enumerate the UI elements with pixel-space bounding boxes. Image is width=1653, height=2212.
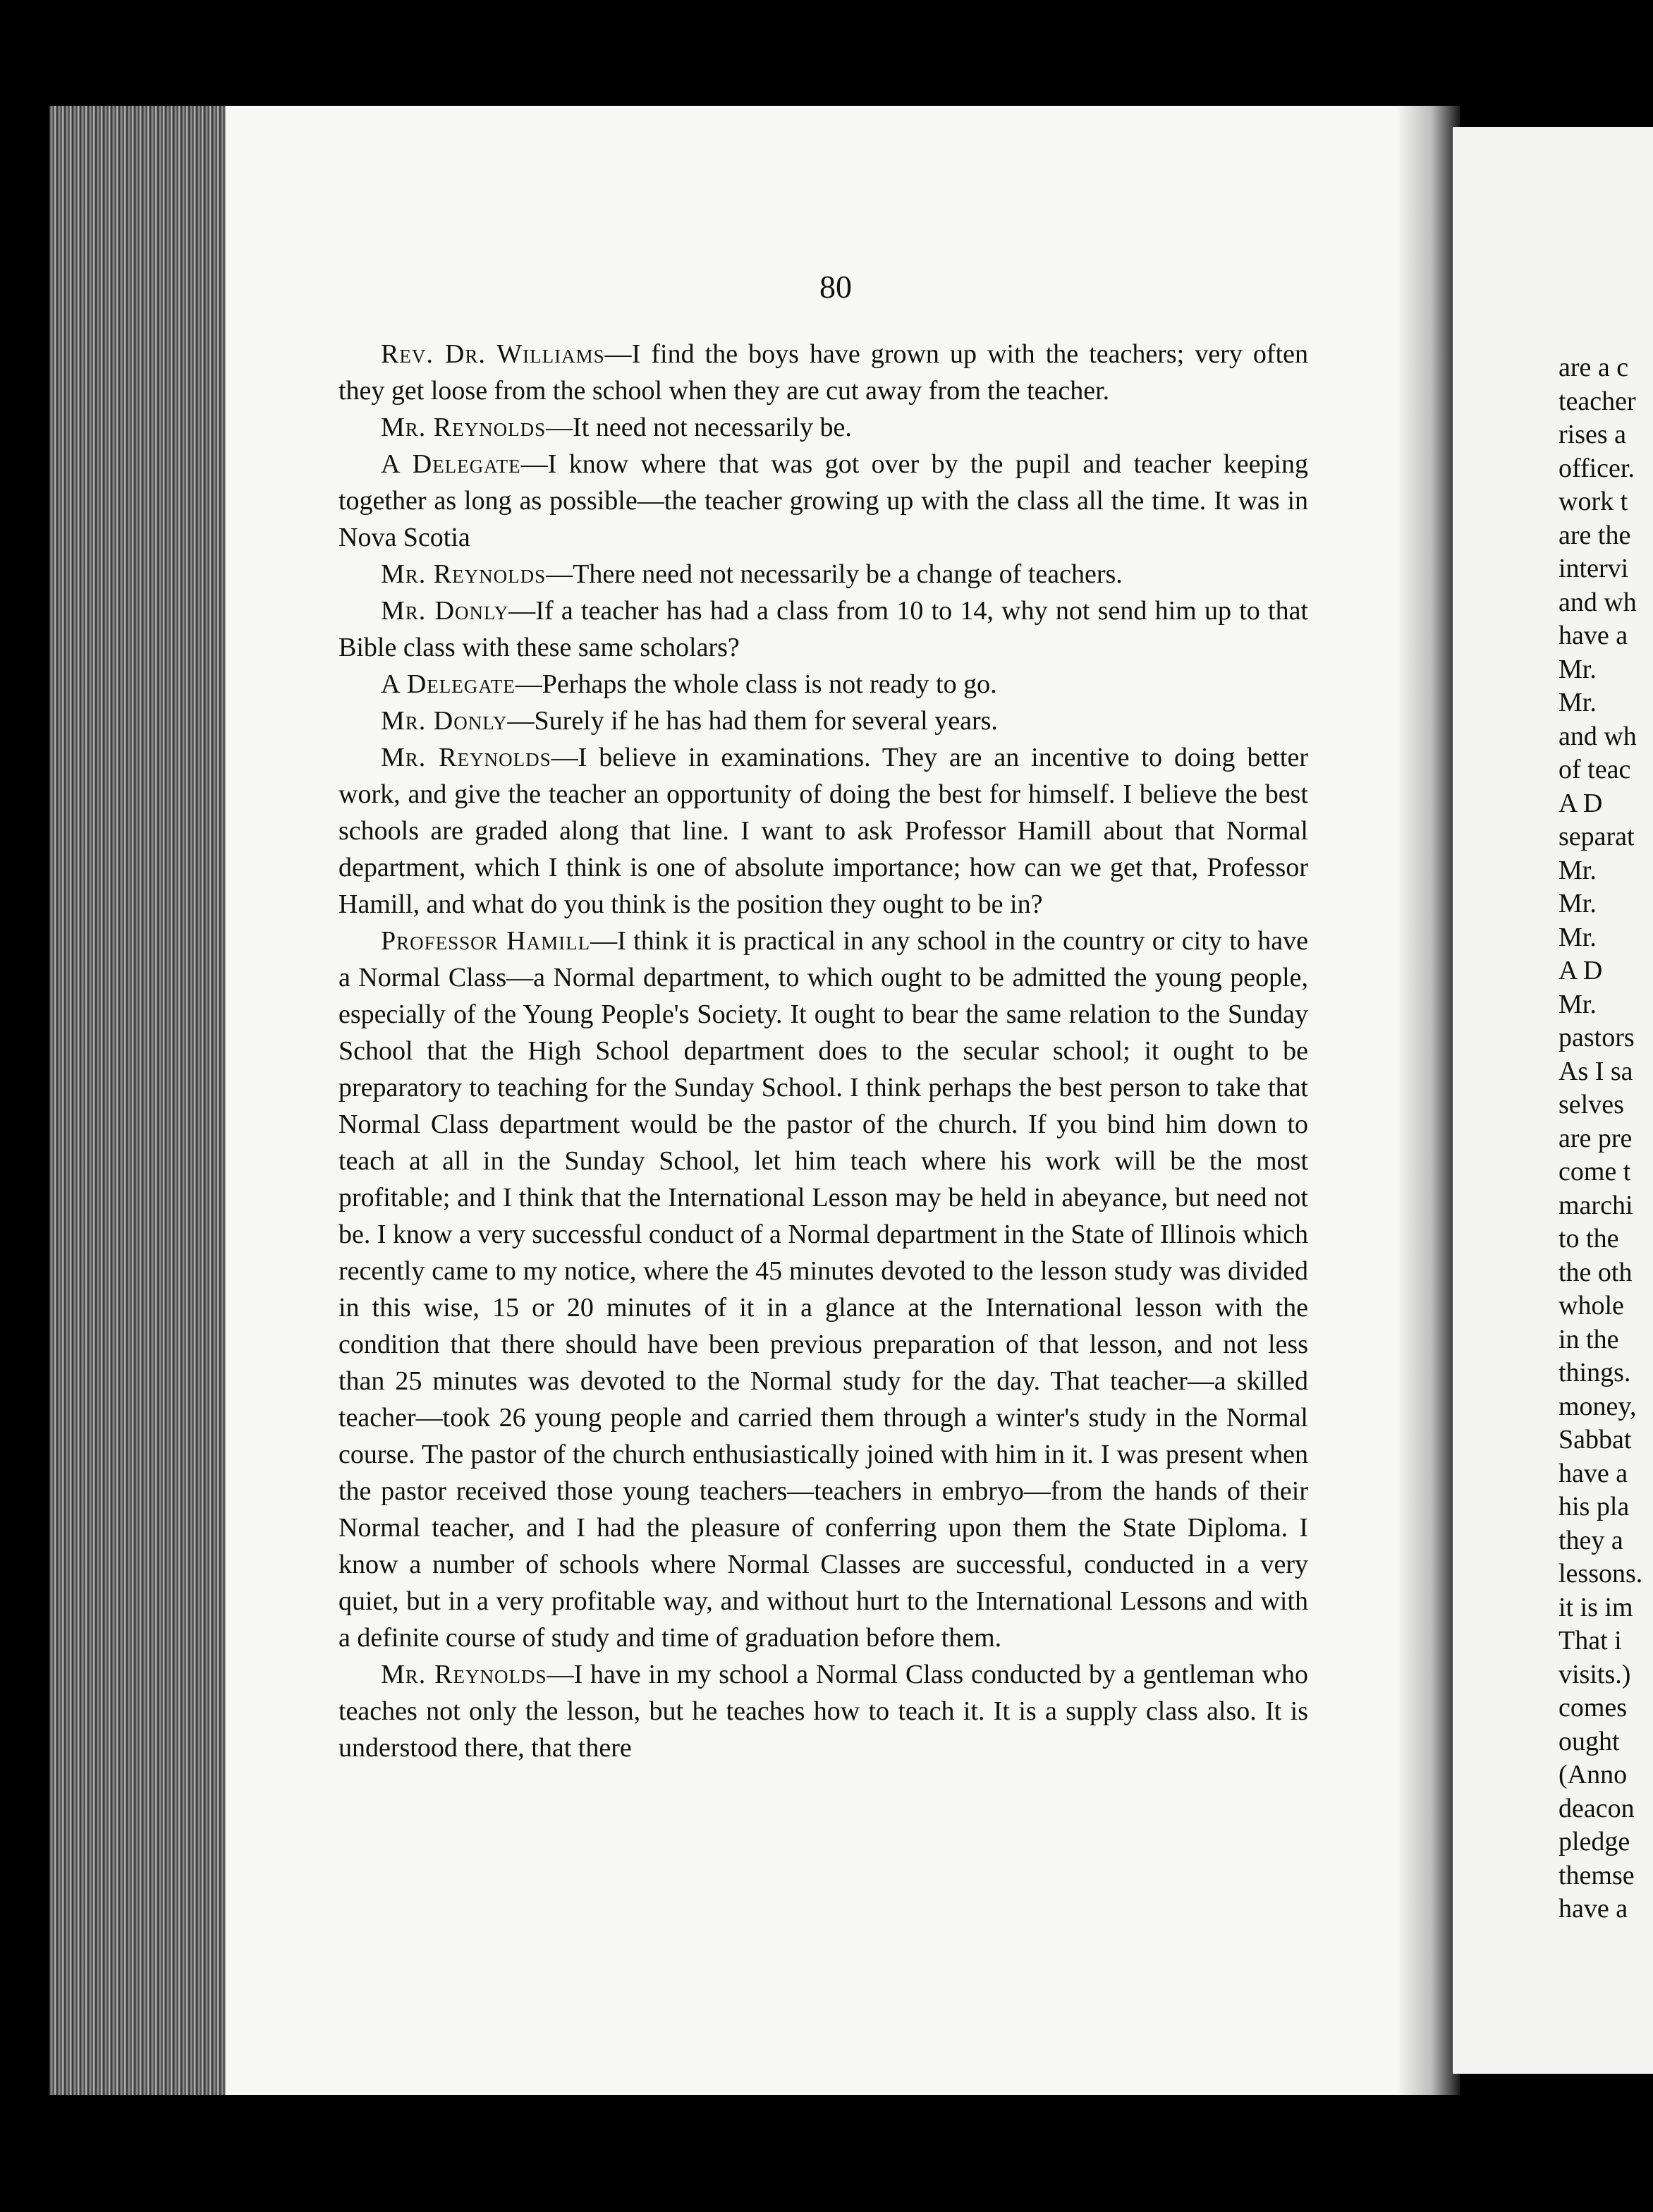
right-page-line: work t bbox=[1559, 487, 1628, 516]
right-page-line: lessons. bbox=[1559, 1559, 1643, 1588]
paragraph: Rev. Dr. Williams—I find the boys have grown up with the teachers; very often they get loose from the school when they are cut away from the teacher. bbox=[338, 339, 1308, 406]
right-page-line: marchi bbox=[1559, 1190, 1633, 1220]
speech-text: I think it is practical in any school in the country or city to have a Normal Class—a Normal department, to which ought to be admitted the young people, especially of the Young People's Society. It ought to bear the same relation to the Sunday School that the High School department does to the secular school; it ought to be preparatory to teaching for the Sunday School. I think perhaps the best person to take that Normal Class department would be the pastor of the church. If you bind him down to teach at all in the Sunday School, let him teach where his work will be the most profitable; and I think that the International Lesson may be held in abeyance, but need not be. I know a very successful conduct of a Normal department in the State of Illinois which recently came to my notice, where the 45 minutes devoted to the lesson study was divided in this wise, 15 or 20 minutes of it in a glance at the International lesson with the condition that there should have been previous preparation of that lesson, and not less than 25 minutes was devoted to the Normal study for the day. That teacher—a skilled teacher—took 26 young people and carried them through a winter's study in the Normal course. The pastor of the church enthusiastically joined with him in it. I was present when the pastor received those young teachers—teachers in embryo—from the hands of their Normal teacher, and I had the pleasure of conferring upon them the State Diploma. I know a number of schools where Normal Classes are successful, conducted in a very quiet, but in a very profitable way, and without hurt to the International Lessons and with a definite course of study and time of graduation before them. bbox=[338, 926, 1308, 1653]
paragraph: Mr. Reynolds—I have in my school a Normal Class conducted by a gentleman who teaches not only the lesson, but he teaches how to teach it. It is a supply class also. It is understood there, that there bbox=[338, 1660, 1309, 1763]
right-page-line: selves bbox=[1559, 1090, 1624, 1119]
paragraph: Professor Hamill—I think it is practical in any school in the country or city to have a Normal Class—a Normal department, to which ought to be admitted the young people, especially of the Young People's Society. It ought to bear the same relation to the Sunday School that the High School department does to the secular school; it ought to be preparatory to teaching for the Sunday School. I think perhaps the best person to take that Normal Class department would be the pastor of the church. If you bind him down to teach at all in the Sunday School, let him teach where his work will be the most profitable; and I think that the International Lesson may be held in abeyance, but need not be. I know a very successful conduct of a Normal department in the State of Illinois which recently came to my notice, where the 45 minutes devoted to the lesson study was divided in this wise, 15 or 20 minutes of it in a glance at the International lesson with the condition that there should have been previous preparation of that lesson, and not less than 25 minutes was devoted to the Normal study for the day. That teacher—a skilled teacher—took 26 young people and carried them through a winter's study in the Normal course. The pastor of the church enthusiastically joined with him in it. I was present when the pastor received those young teachers—teachers in embryo—from the hands of their Normal teacher, and I had the pleasure of conferring upon them the State Diploma. I know a number of schools where Normal Classes are successful, conducted in a very quiet, but in a very profitable way, and without hurt to the International Lessons and with a definite course of study and time of graduation before them. bbox=[338, 926, 1308, 1653]
right-page-line: rises a bbox=[1559, 420, 1627, 449]
right-page-line: to the bbox=[1559, 1224, 1619, 1253]
right-page-line: ought bbox=[1559, 1726, 1620, 1756]
speaker-name: Mr. Reynolds bbox=[381, 1660, 547, 1689]
right-page-line: pledge bbox=[1559, 1827, 1630, 1857]
speech-text: I have in my school a Normal Class conducted by a gentleman who teaches not only the lesson, but he teaches how to teach it. It is a supply class also. It is understood there, that there bbox=[338, 1660, 1309, 1763]
right-page-line: of teac bbox=[1559, 755, 1631, 784]
speaker-name: A Delegate bbox=[381, 449, 521, 479]
right-page-line: Mr. bbox=[1559, 922, 1597, 952]
right-page-line: Mr. bbox=[1559, 688, 1597, 717]
right-page-line: Mr. bbox=[1559, 654, 1597, 684]
speech-text: I find the boys have grown up with the teachers; very often they get loose from the school when they are cut away from the teacher. bbox=[338, 339, 1308, 406]
right-page-line: it is im bbox=[1559, 1592, 1633, 1622]
speaker-name: Mr. Donly bbox=[381, 706, 508, 736]
speech-text: There need not necessarily be a change of teachers. bbox=[573, 559, 1123, 589]
right-page-line: visits.) bbox=[1559, 1659, 1631, 1689]
right-page-line: separat bbox=[1559, 822, 1635, 851]
speaker-name: Mr. Reynolds bbox=[381, 559, 547, 589]
right-page-line: money, bbox=[1559, 1391, 1637, 1421]
right-page-line: officer. bbox=[1559, 453, 1635, 483]
right-page-line: come t bbox=[1559, 1157, 1631, 1186]
paragraph: Mr. Donly—Surely if he has had them for several years. bbox=[381, 706, 998, 736]
right-page-line: Sabbat bbox=[1559, 1425, 1632, 1454]
speech-text: Perhaps the whole class is not ready to go. bbox=[542, 669, 997, 699]
right-page-line: teacher bbox=[1559, 386, 1636, 416]
right-page-line: Mr. bbox=[1559, 855, 1597, 885]
page-number: 80 bbox=[819, 269, 852, 305]
right-page-line: have a bbox=[1559, 1894, 1628, 1924]
right-page-line: and wh bbox=[1559, 587, 1637, 617]
right-page-line: (Anno bbox=[1559, 1760, 1628, 1789]
right-page-line: they a bbox=[1559, 1525, 1623, 1555]
right-page-line: and wh bbox=[1559, 721, 1637, 751]
speaker-name: Professor Hamill bbox=[381, 926, 591, 956]
speaker-name: Mr. Reynolds bbox=[381, 413, 547, 442]
right-page-line: things. bbox=[1559, 1358, 1631, 1387]
right-page-line: That i bbox=[1559, 1626, 1622, 1655]
right-page-line: Mr. bbox=[1559, 889, 1597, 918]
right-page-line: are a c bbox=[1559, 353, 1629, 382]
transcript-body bbox=[338, 336, 1308, 1766]
paragraph: Mr. Reynolds—There need not necessarily be a change of teachers. bbox=[381, 559, 1123, 589]
paragraph: Mr. Donly—If a teacher has had a class from 10 to 14, why not send him up to that Bible class with these same scholars? bbox=[338, 596, 1309, 662]
right-page-line: A D bbox=[1559, 788, 1603, 818]
right-page-line: comes bbox=[1559, 1693, 1628, 1722]
speech-text: Surely if he has had them for several years. bbox=[534, 706, 998, 736]
speech-text: It need not necessarily be. bbox=[573, 413, 852, 442]
speaker-name: A Delegate bbox=[381, 669, 516, 699]
right-page-line: the oth bbox=[1559, 1257, 1633, 1287]
book-page-edges bbox=[49, 106, 233, 2095]
right-page-line: Mr. bbox=[1559, 989, 1597, 1019]
paragraph: A Delegate—I know where that was got over by the pupil and teacher keeping together as long as possible—the teacher growing up with the class all the time. It was in Nova Scotia bbox=[338, 449, 1308, 552]
right-page-line: intervi bbox=[1559, 554, 1629, 583]
right-page-line: deacon bbox=[1559, 1793, 1635, 1823]
paragraph: Mr. Reynolds—It need not necessarily be. bbox=[381, 413, 852, 442]
speech-text: If a teacher has had a class from 10 to 14, why not send him up to that Bible class with these same scholars? bbox=[338, 596, 1309, 662]
right-page-line: As I sa bbox=[1559, 1056, 1633, 1086]
speaker-name: Mr. Reynolds bbox=[381, 743, 551, 772]
right-page-line: his pla bbox=[1559, 1492, 1630, 1521]
speech-text: I know where that was got over by the pupil and teacher keeping together as long as possible—the teacher growing up with the class all the time. It was in Nova Scotia bbox=[338, 449, 1308, 552]
right-page-line: pastors bbox=[1559, 1023, 1635, 1052]
right-page-line: are the bbox=[1559, 520, 1631, 550]
paragraph: A Delegate—Perhaps the whole class is not ready to go. bbox=[381, 669, 997, 699]
speaker-name: Mr. Donly bbox=[381, 596, 509, 626]
speech-text: I believe in examinations. They are an incentive to doing better work, and give the teacher an opportunity of doing the best for himself. I believe the best schools are graded along that line. I want to ask Professor Hamill about that Normal department, which I think is one of absolute importance; how can we get that, Professor Hamill, and what do you think is the position they ought to be in? bbox=[338, 743, 1309, 919]
book-gutter bbox=[1396, 106, 1460, 2095]
right-page-line: are pre bbox=[1559, 1123, 1633, 1153]
right-page-line: themse bbox=[1559, 1860, 1635, 1890]
right-page-line: in the bbox=[1559, 1324, 1619, 1354]
right-page-line: A D bbox=[1559, 956, 1603, 985]
speaker-name: Rev. Dr. Williams bbox=[381, 339, 605, 369]
paragraph: Mr. Reynolds—I believe in examinations. They are an incentive to doing better work, and give the teacher an opportunity of doing the best for himself. I believe the best schools are graded along that line. I want to ask Professor Hamill about that Normal department, which I think is one of absolute importance; how can we get that, Professor Hamill, and what do you think is the position they ought to be in? bbox=[338, 743, 1309, 919]
right-page-text bbox=[1559, 351, 1653, 1926]
right-page-line: have a bbox=[1559, 621, 1628, 650]
right-page-line: have a bbox=[1559, 1458, 1628, 1488]
right-page-line: whole bbox=[1559, 1291, 1624, 1320]
